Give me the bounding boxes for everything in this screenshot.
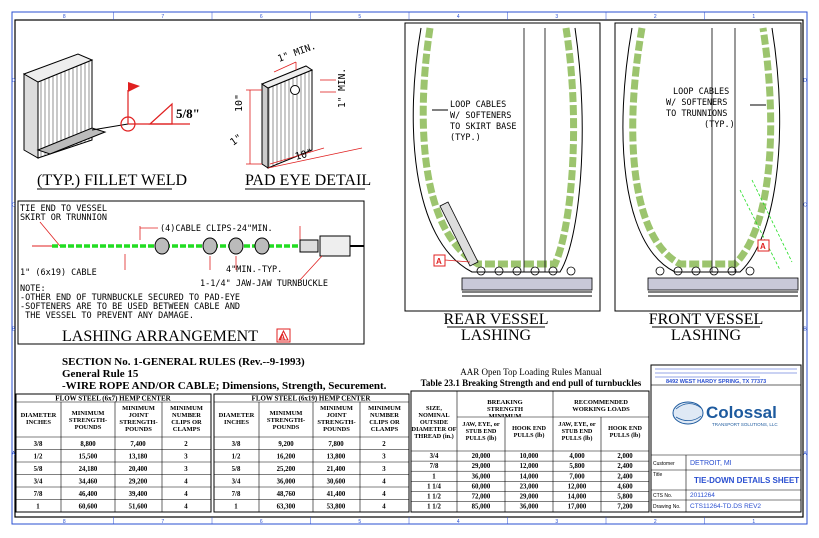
table2-cell: 3 — [382, 465, 386, 473]
cts-label: CTS No. — [653, 493, 673, 499]
weld-size: 5/8" — [176, 106, 200, 121]
aar-cell: 14,000 — [519, 473, 539, 481]
table1-header-2: MINIMUM JOINT STRENGTH-POUNDS — [119, 405, 158, 433]
table1-cell: 29,200 — [128, 478, 148, 486]
table1-cell: 4 — [184, 478, 188, 486]
table2-group: FLOW STEEL (6x19) HEMP CENTER — [251, 394, 371, 403]
table2-body — [214, 441, 409, 511]
zone-letter-left: C — [11, 202, 16, 209]
front-note-2: W/ SOFTENERS — [666, 98, 728, 108]
turnbuckle-icon — [300, 236, 364, 256]
table1-header-1: MINIMUM STRENGTH-POUNDS — [68, 410, 108, 431]
aar-cell: 2,400 — [617, 463, 633, 471]
aar-cell: 10,000 — [519, 453, 539, 461]
aar-sub-2: JAW, EYE, or STUB END PULLS (lb) — [558, 421, 596, 442]
zone-number-bottom: 7 — [161, 519, 165, 525]
rear-note-4: (TYP.) — [450, 133, 481, 143]
rear-vessel-view — [405, 23, 600, 344]
front-ref-mark: A — [760, 242, 766, 251]
drawing-value: CTS11264-TD.DS REV2 — [690, 503, 762, 510]
rear-note-1: LOOP CABLES — [450, 100, 507, 110]
aar-cell: 72,000 — [471, 493, 491, 501]
front-note-1: LOOP CABLES — [673, 87, 730, 97]
table2-cell: 41,400 — [326, 490, 346, 498]
table1-cell: 1/2 — [33, 453, 43, 461]
table2-cell: 63,300 — [276, 503, 296, 511]
zone-number-top: 8 — [62, 14, 66, 20]
company-tagline: TRANSPORT SOLUTIONS, LLC — [712, 422, 778, 427]
aar-cell: 12,000 — [519, 463, 539, 471]
tie-end-label-2: SKIRT OR TRUNNION — [20, 213, 107, 223]
lashing-ref-mark: A — [279, 333, 286, 342]
zone-letter-left: D — [11, 78, 16, 85]
zone-number-top: 4 — [456, 14, 460, 20]
rear-note-2: W/ SOFTENERS — [450, 111, 512, 121]
aar-header-size: SIZE, NOMINAL OUTSIDE DIAMETER OF THREAD (in.) — [411, 405, 457, 440]
table1-cell: 8,800 — [80, 440, 96, 448]
aar-cell: 7,200 — [617, 503, 633, 511]
aar-cell: 1 1/4 — [427, 483, 441, 491]
table1-cell: 46,400 — [78, 490, 98, 498]
front-vessel-view — [615, 23, 801, 344]
aar-cell: 7,000 — [569, 473, 585, 481]
aar-turnbuckle-table — [411, 367, 649, 512]
general-rules-heading — [62, 356, 387, 392]
table2-cell: 7/8 — [231, 490, 241, 498]
table1-cell: 51,600 — [128, 503, 148, 511]
zone-number-bottom: 3 — [555, 519, 559, 525]
table1-cell: 39,400 — [128, 490, 148, 498]
table1-cell: 3 — [184, 465, 188, 473]
zone-letter-left: A — [11, 450, 16, 457]
zone-letter-right: B — [803, 326, 807, 333]
front-caption-2: LASHING — [670, 327, 742, 344]
zone-number-bottom: 5 — [358, 519, 362, 525]
pad-eye-caption: PAD EYE DETAIL — [245, 172, 372, 189]
table2-cell: 4 — [382, 503, 386, 511]
zone-number-bottom: 1 — [752, 519, 756, 525]
aar-cell: 85,000 — [471, 503, 491, 511]
front-caption-1: FRONT VESSEL — [648, 311, 764, 328]
zone-number-bottom: 8 — [62, 519, 66, 525]
table1-cell: 5/8 — [33, 465, 43, 473]
front-note-4: (TYP.) — [704, 120, 735, 130]
company-address: 8492 WEST HARDY SPRING, TX 77373 — [666, 379, 767, 385]
table2-cell: 53,800 — [326, 503, 346, 511]
table1-cell: 7/8 — [33, 490, 43, 498]
aar-cell: 20,000 — [471, 453, 491, 461]
clip-spacing-label: 4"MIN.-TYP. — [226, 265, 283, 275]
table1-cell: 7,400 — [130, 440, 146, 448]
table2-cell: 13,800 — [326, 453, 346, 461]
table2-cell: 3/8 — [231, 440, 241, 448]
aar-cell: 5,800 — [569, 463, 585, 471]
title-label: Title — [653, 472, 663, 478]
table2-cell: 21,400 — [326, 465, 346, 473]
aar-cell: 4,000 — [569, 453, 585, 461]
fillet-weld-detail — [24, 54, 200, 189]
pad-eye-dim-top: 1" MIN. — [276, 40, 318, 65]
zone-number-bottom: 4 — [456, 519, 460, 525]
aar-cell: 3/4 — [429, 453, 439, 461]
table1-cell: 1 — [36, 503, 40, 511]
lashing-note-heading: NOTE: — [20, 284, 46, 294]
table2-cell: 5/8 — [231, 465, 241, 473]
zone-number-top: 6 — [259, 14, 263, 20]
pad-eye-dim-side: 1" MIN. — [337, 67, 348, 108]
table1-cell: 24,180 — [78, 465, 98, 473]
front-note-3: TO TRUNNIONS — [666, 109, 728, 119]
table2-cell: 30,600 — [326, 478, 346, 486]
cable-label: 1" (6x19) CABLE — [20, 268, 97, 278]
rear-caption-1: REAR VESSEL — [443, 311, 549, 328]
aar-cell: 2,400 — [617, 473, 633, 481]
table2-header-1: MINIMUM STRENGTH-POUNDS — [266, 410, 306, 431]
zone-number-top: 2 — [653, 14, 657, 20]
aar-cell: 36,000 — [471, 473, 491, 481]
aar-cell: 29,000 — [519, 493, 539, 501]
drawing-label: Drawing No. — [653, 504, 681, 510]
lashing-arrangement-detail — [18, 201, 364, 345]
table1-cell: 3/8 — [33, 440, 43, 448]
lashing-caption: LASHING ARRANGEMENT — [62, 328, 258, 345]
aar-cell: 12,000 — [567, 483, 587, 491]
table2-cell: 1/2 — [231, 453, 241, 461]
aar-sub-0: JAW, EYE, or STUB END PULLS (lb) — [462, 421, 500, 442]
aar-header-working: RECOMMENDED WORKING LOADS — [572, 399, 630, 413]
table1-header-3: MINIMUM NUMBER CLIPS OR CLAMPS — [170, 405, 203, 433]
aar-table-body — [411, 453, 649, 511]
table1-cell: 3 — [184, 453, 188, 461]
aar-cell: 7/8 — [429, 463, 439, 471]
pad-eye-detail — [228, 41, 371, 189]
table2-cell: 25,200 — [276, 465, 296, 473]
table2-cell: 3 — [382, 453, 386, 461]
table1-cell: 13,180 — [128, 453, 148, 461]
tie-end-label: TIE END TO VESSEL — [20, 204, 107, 214]
sheet-title: TIE-DOWN DETAILS SHEET — [694, 476, 800, 485]
table2-header-3: MINIMUM NUMBER CLIPS OR CLAMPS — [368, 405, 401, 433]
table1-group: FLOW STEEL (6x7) HEMP CENTER — [55, 394, 171, 403]
aar-sub-1: HOOK END PULLS (lb) — [512, 425, 546, 439]
table1-cell: 15,500 — [78, 453, 98, 461]
aar-cell: 23,000 — [519, 483, 539, 491]
table2-header-0: DIAMETER INCHES — [218, 412, 255, 426]
company-name: Colossal — [706, 403, 777, 422]
table1-cell: 60,600 — [78, 503, 98, 511]
aar-cell: 5,800 — [617, 493, 633, 501]
cable-clips-label: (4)CABLE CLIPS-24"MIN. — [160, 224, 273, 234]
table1-body — [16, 441, 211, 511]
table1-cell: 20,400 — [128, 465, 148, 473]
zone-letter-left: B — [11, 326, 16, 333]
aar-cell: 4,600 — [617, 483, 633, 491]
rear-note-3: TO SKIRT BASE — [450, 122, 517, 132]
zone-letter-right: A — [803, 450, 807, 457]
table1-cell: 4 — [184, 490, 188, 498]
table1-cell: 3/4 — [33, 478, 43, 486]
table2-cell: 3/4 — [231, 478, 241, 486]
lashing-note-1: -OTHER END OF TURNBUCKLE SECURED TO PAD-EYE — [20, 293, 241, 303]
table2-cell: 4 — [382, 490, 386, 498]
zone-number-top: 3 — [555, 14, 559, 20]
table2-cell: 4 — [382, 478, 386, 486]
rear-trailer-deck — [462, 278, 592, 290]
lashing-note-2: -SOFTENERS ARE TO BE USED BETWEEN CABLE AND — [20, 302, 241, 312]
front-vessel-shell — [633, 28, 771, 264]
aar-cell: 29,000 — [471, 463, 491, 471]
pad-eye-dim-thickness: 1" — [228, 132, 245, 149]
aar-cell: 36,000 — [519, 503, 539, 511]
company-logo — [673, 402, 778, 427]
aar-title: AAR Open Top Loading Rules Manual — [460, 367, 602, 377]
table2-cell: 2 — [382, 440, 386, 448]
zone-number-bottom: 6 — [259, 519, 263, 525]
customer-label: Customer — [653, 461, 675, 467]
table1-cell: 2 — [184, 440, 188, 448]
section-subtitle: -WIRE ROPE AND/OR CABLE; Dimensions, Strength, Securement. — [62, 380, 387, 392]
table2-cell: 36,000 — [276, 478, 296, 486]
table2-cell: 16,200 — [276, 453, 296, 461]
pad-eye-dim-length: 10" — [293, 147, 315, 163]
aar-cell: 14,000 — [567, 493, 587, 501]
aar-sub-3: HOOK END PULLS (lb) — [608, 425, 642, 439]
table2-cell: 48,760 — [276, 490, 296, 498]
customer-value: DETROIT, MI — [690, 460, 732, 467]
table1-cell: 34,460 — [78, 478, 98, 486]
title-block — [651, 365, 801, 512]
aar-cell: 60,000 — [471, 483, 491, 491]
cts-value: 2011264 — [690, 492, 715, 499]
aar-header-breaking: BREAKING STRENGTH MINIMUM — [486, 399, 524, 417]
front-trailer-deck — [648, 278, 798, 290]
aar-subtitle: Table 23.1 Breaking Strength and end pull of turnbuckles — [420, 378, 642, 388]
aar-cell: 1 1/2 — [427, 493, 441, 501]
table1-cell: 4 — [184, 503, 188, 511]
rear-vessel-shell — [423, 28, 573, 264]
wire-rope-table-6x7 — [16, 394, 211, 512]
zone-letter-right: D — [803, 78, 807, 85]
zone-number-top: 1 — [752, 14, 756, 20]
table1-header-0: DIAMETER INCHES — [20, 412, 57, 426]
zone-letter-right: C — [803, 202, 807, 209]
rear-caption-2: LASHING — [460, 327, 532, 344]
aar-cell: 1 1/2 — [427, 503, 441, 511]
table2-cell: 7,800 — [328, 440, 344, 448]
turnbuckle-label: 1-1/4" JAW-JAW TURNBUCKLE — [200, 279, 328, 289]
table2-cell: 9,200 — [278, 440, 294, 448]
wire-rope-table-6x19 — [214, 394, 409, 512]
table2-cell: 1 — [234, 503, 238, 511]
rear-ref-mark: A — [436, 257, 442, 266]
fillet-weld-caption: (TYP.) FILLET WELD — [37, 172, 188, 189]
zone-number-bottom: 2 — [653, 519, 657, 525]
aar-cell: 1 — [432, 473, 436, 481]
section-rule: General Rule 15 — [62, 368, 139, 380]
aar-cell: 17,000 — [567, 503, 587, 511]
section-title: SECTION No. 1-GENERAL RULES (Rev.--9-1993) — [62, 356, 305, 368]
zone-number-top: 5 — [358, 14, 362, 20]
weld-flag-icon — [128, 82, 140, 92]
pad-eye-hole — [291, 86, 300, 95]
zone-number-top: 7 — [161, 14, 165, 20]
aar-cell: 2,000 — [617, 453, 633, 461]
table2-header-2: MINIMUM JOINT STRENGTH-POUNDS — [317, 405, 356, 433]
lashing-note-3: THE VESSEL TO PREVENT ANY DAMAGE. — [20, 311, 194, 321]
zone-numbers-top — [63, 12, 756, 20]
pad-eye-dim-height: 10" — [234, 93, 245, 112]
